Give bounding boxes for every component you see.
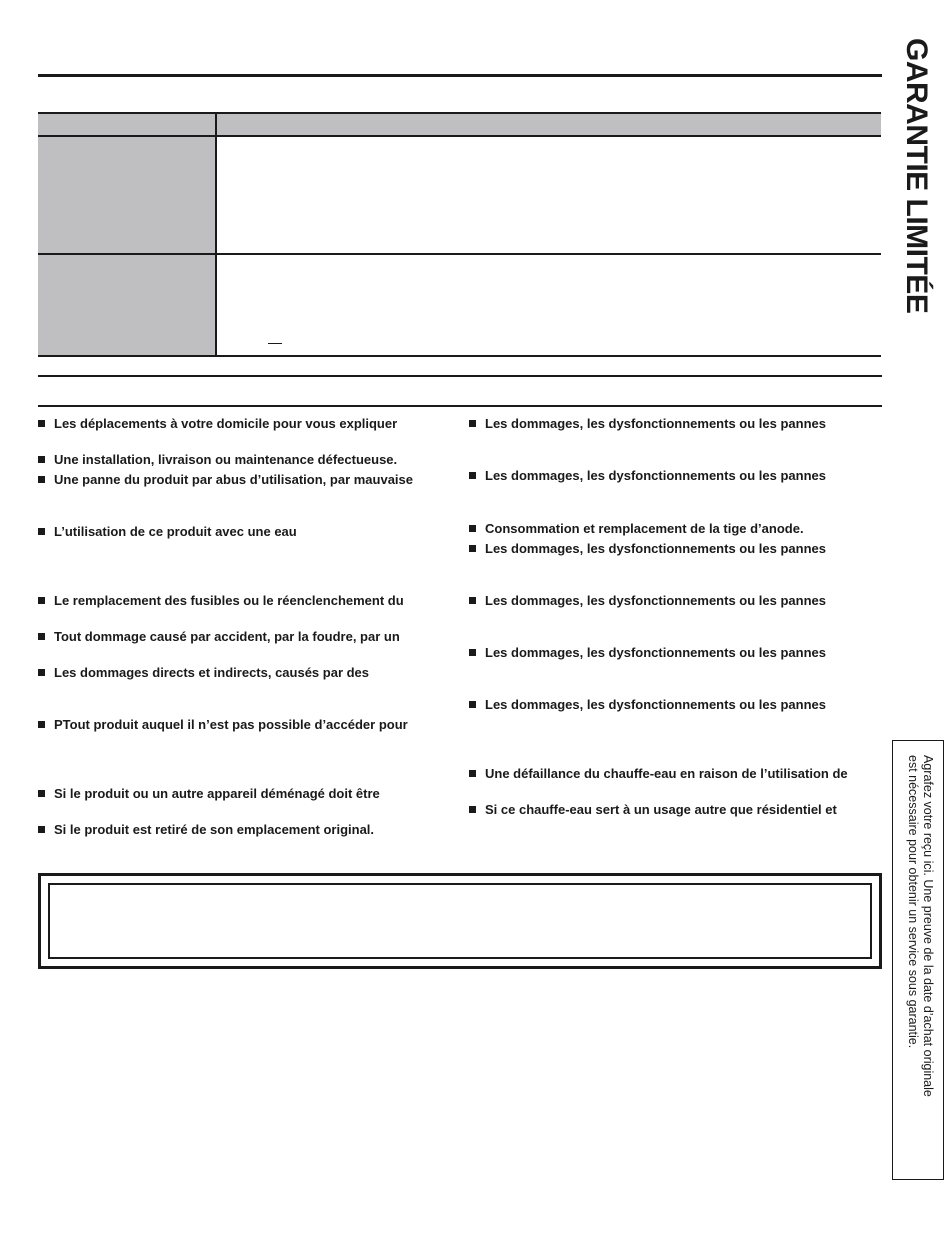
bullet-icon [38,669,45,676]
exclusion-item: Si le produit ou un autre appareil déménagé doit être [38,786,380,802]
exclusion-item: Si le produit est retiré de son emplacement original. [38,822,374,838]
receipt-note-line2: est nécessaire pour obtenir un service sous garantie. [906,755,920,1049]
receipt-staple-box [892,740,944,1180]
bullet-icon [38,420,45,427]
warranty-table [38,112,881,357]
exclusion-item: Si ce chauffe-eau sert à un usage autre que résidentiel et [469,802,837,818]
bullet-icon [469,420,476,427]
section-rule-2 [38,405,882,407]
exclusion-item: Les dommages, les dysfonctionnements ou les pannes [469,541,826,557]
exclusion-item: Les dommages, les dysfonctionnements ou les pannes [469,593,826,609]
exclusion-item: Les dommages, les dysfonctionnements ou les pannes [469,468,826,484]
notice-box-inner [48,883,872,959]
bullet-icon [469,597,476,604]
exclusion-item: Le remplacement des fusibles ou le réenclenchement du [38,593,404,609]
side-title [888,38,944,358]
table-header [38,112,881,137]
exclusion-item: Consommation et remplacement de la tige d’anode. [469,521,804,537]
bullet-icon [38,528,45,535]
exclusion-item: Les déplacements à votre domicile pour vous expliquer [38,416,397,432]
bullet-icon [469,525,476,532]
exclusion-item: Les dommages, les dysfonctionnements ou les pannes [469,416,826,432]
bullet-icon [469,472,476,479]
row1-left-cell [38,137,216,253]
underline-mark [268,343,282,344]
receipt-note [893,741,945,1181]
bullet-icon [38,456,45,463]
bullet-icon [469,545,476,552]
exclusion-item: Tout dommage causé par accident, par la foudre, par un [38,629,400,645]
top-rule [38,74,882,77]
receipt-note-line1: Agrafez votre reçu ici. Une preuve de la date d’achat originale [921,755,935,1097]
section-rule-1 [38,375,882,377]
bullet-icon [38,476,45,483]
table-bottom-line [38,355,881,357]
exclusion-item: Une défaillance du chauffe-eau en raison de l’utilisation de [469,766,848,782]
exclusion-item: Une installation, livraison ou maintenance défectueuse. [38,452,397,468]
exclusion-item: Les dommages directs et indirects, causés par des [38,665,369,681]
bullet-icon [469,701,476,708]
exclusion-item: L’utilisation de ce produit avec une eau [38,524,297,540]
table-vertical-line [215,137,217,355]
exclusion-item: Les dommages, les dysfonctionnements ou les pannes [469,645,826,661]
header-divider [215,114,217,135]
bullet-icon [38,633,45,640]
row2-left-cell [38,255,216,355]
bullet-icon [38,721,45,728]
bullet-icon [38,826,45,833]
exclusion-item: Les dommages, les dysfonctionnements ou les pannes [469,697,826,713]
bullet-icon [469,806,476,813]
notice-box [38,873,882,969]
exclusion-item: PTout produit auquel il n’est pas possible d’accéder pour [38,717,408,733]
bullet-icon [469,770,476,777]
side-title-text: GARANTIE LIMITÉE [900,38,933,314]
bullet-icon [38,790,45,797]
bullet-icon [38,597,45,604]
exclusion-item: Une panne du produit par abus d’utilisation, par mauvaise [38,472,413,488]
bullet-icon [469,649,476,656]
